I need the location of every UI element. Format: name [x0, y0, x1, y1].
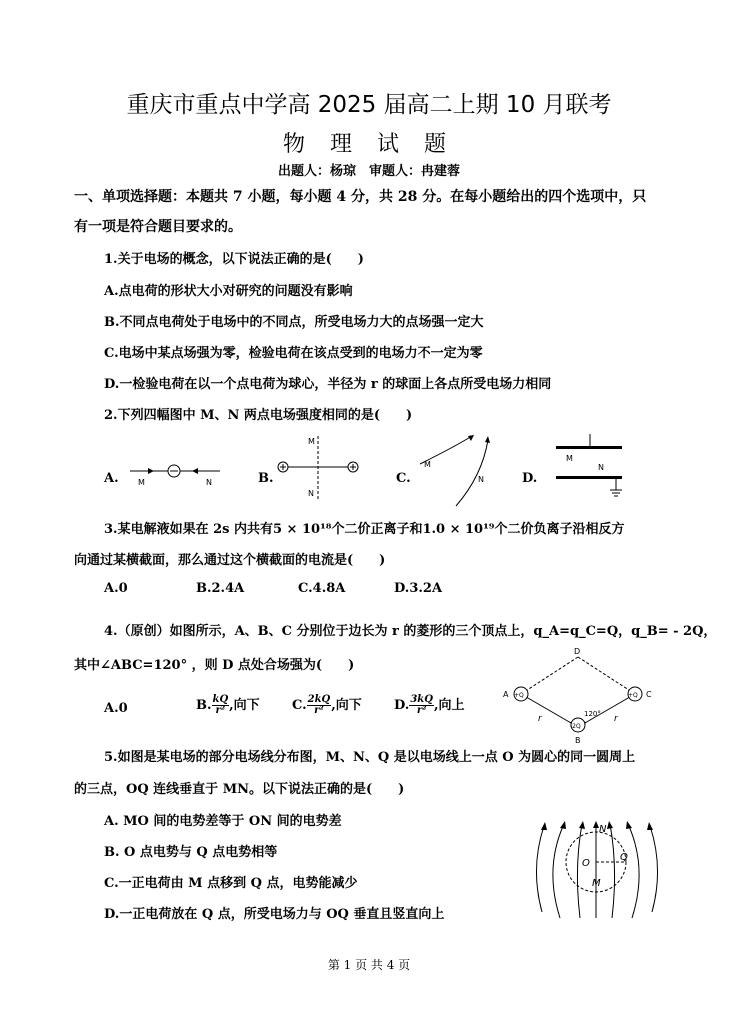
fig-label-n: N	[478, 475, 484, 484]
q1-stem: 1.关于电场的概念，以下说法正确的是( )	[104, 252, 364, 267]
point-c-label: C	[646, 690, 652, 699]
q4-option-a: A.0	[104, 701, 128, 716]
q2-label-c: C.	[396, 471, 411, 486]
fig-label-m: M	[566, 454, 573, 463]
charge-c-label: +Q	[628, 692, 638, 699]
q4-option-c: C. $\frac{2kQ}{\text{r²}}$ ,向下	[292, 694, 362, 716]
q1-option-c: C.电场中某点场强为零，检验电荷在该点受到的电场力不一定为零	[104, 346, 483, 361]
q2-figure-d	[550, 432, 630, 502]
q2-label-d: D.	[522, 471, 538, 486]
q2-label-a: A.	[104, 471, 119, 486]
fig-label-m: M	[424, 460, 431, 469]
point-q-label: Q	[620, 852, 628, 863]
point-o-label: O	[582, 858, 590, 869]
point-d-label: D	[574, 647, 581, 656]
authors-line: 出题人：杨琼 审题人：冉建蓉	[277, 164, 460, 179]
q2-figure-a	[128, 455, 224, 489]
q5-option-a: A. MO 间的电势差等于 ON 间的电势差	[104, 814, 342, 829]
fig-label-n: N	[206, 478, 212, 487]
q5-option-d: D.一正电荷放在 Q 点，所受电场力与 OQ 垂直且竖直向上	[104, 907, 445, 922]
q4-option-b: B. $\frac{kQ}{\text{r²}}$ ,向下	[196, 694, 260, 716]
q3-option-d: D.3.2A	[394, 581, 443, 596]
angle-label: 120°	[584, 710, 601, 718]
q3-option-c: C.4.8A	[298, 581, 346, 596]
charge-b-label: -2Q	[570, 723, 581, 730]
q5-option-b: B. O 点电势与 Q 点电势相等	[104, 845, 278, 860]
q2-label-b: B.	[258, 471, 274, 486]
exam-title: 重庆市重点中学高 2025 届高二上期 10 月联考	[126, 92, 612, 118]
section-heading-line1: 一、单项选择题：本题共 7 小题，每小题 4 分，共 28 分。在每小题给出的四个选项中，只	[74, 189, 647, 205]
section-heading-line2: 有一项是符合题目要求的。	[74, 219, 242, 235]
point-m-label: M	[592, 878, 601, 889]
side-r-right: r	[614, 714, 618, 724]
charge-a-label: +Q	[514, 692, 524, 699]
q4-stem-line1: 4.（原创）如图所示，A、B、C 分别位于边长为 r 的菱形的三个顶点上，q_A=q_C=Q，q_B= - 2Q，	[104, 624, 717, 639]
q2-figure-c	[416, 432, 496, 508]
fig-label-m: M	[138, 478, 145, 487]
fig-label-n: N	[308, 489, 314, 498]
q5-stem-line1: 5.如图是某电场的部分电场线分布图，M、N、Q 是以电场线上一点 O 为圆心的同一圆周上	[104, 750, 636, 765]
q3-stem-line1: 3.某电解液如果在 2s 内共有5 × 10¹⁸个二价正离子和1.0 × 10¹⁹个二价负离子沿相反方	[104, 522, 625, 537]
point-n-label: N	[599, 824, 607, 835]
q5-option-c: C.一正电荷由 M 点移到 Q 点，电势能减少	[104, 876, 358, 891]
subject-title: 物 理 试 题	[283, 132, 455, 157]
side-r-left: r	[538, 714, 542, 724]
page-footer: 第 1 页 共 4 页	[327, 958, 411, 972]
q4-option-d: D. $\frac{3kQ}{\text{r²}}$ ,向上	[394, 694, 465, 716]
q1-option-d: D.一检验电荷在以一个点电荷为球心，半径为 r 的球面上各点所受电场力相同	[104, 377, 552, 392]
q2-stem: 2.下列四幅图中 M、N 两点电场强度相同的是( )	[104, 408, 413, 423]
q4-rhombus-figure	[500, 645, 666, 745]
q2-figure-b	[276, 432, 360, 502]
q5-stem-line2: 的三点，OQ 连线垂直于 MN。以下说法正确的是( )	[74, 782, 405, 797]
q1-option-a: A.点电荷的形状大小对研究的问题没有影响	[104, 284, 353, 299]
fig-label-m: M	[308, 437, 315, 446]
q3-option-b: B.2.4A	[196, 581, 245, 596]
point-b-label: B	[575, 736, 581, 745]
q4-stem-line2: 其中∠ABC=120° ，则 D 点处合场强为( )	[74, 658, 355, 673]
point-a-label: A	[503, 690, 509, 699]
fig-label-n: N	[598, 463, 604, 472]
q5-field-lines-figure	[530, 818, 664, 922]
q3-option-a: A.0	[104, 581, 128, 596]
q3-stem-line2: 向通过某横截面，那么通过这个横截面的电流是( )	[74, 553, 386, 568]
q1-option-b: B.不同点电荷处于电场中的不同点，所受电场力大的点场强一定大	[104, 315, 484, 330]
